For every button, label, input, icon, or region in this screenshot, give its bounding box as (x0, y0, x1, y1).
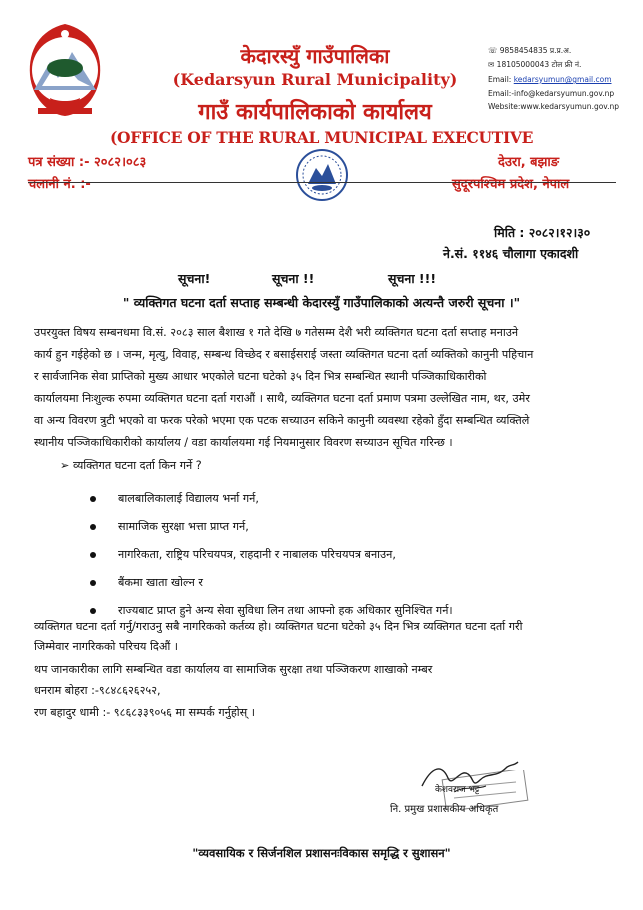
notice-word-3: सूचना !!! (388, 271, 437, 286)
office-location: देउरा, बझाङ (498, 155, 560, 170)
body-line: वा अन्य विवरण त्रुटी भएको वा फरक परेको भएमा एक पटक सच्याउन सकिने कानुनी व्यवस्था रहेको हुँदा सम्बन्धित व्यक्तिले (34, 414, 530, 427)
contact-person-2: रण बहादुर धामी :- ९८६८३३९०५६ मा सम्पर्क गर्नुहोस् । (34, 706, 256, 719)
office-title-en: (OFFICE OF THE RURAL MUNICIPAL EXECUTIVE (110, 128, 534, 147)
list-item: बैंकमा खाता खोल्न र (90, 575, 203, 590)
body-line: स्थानीय पञ्जिकाधिकारीको कार्यालय / वडा कार्यालयमा गई नियमानुसार विवरण सच्याउन सूचित गरिन्छ । (34, 436, 453, 449)
contact-tollfree: ✉ 18105000043 टोल फ्री नं. (488, 60, 582, 69)
office-title-np: गाउँ कार्यपालिकाको कार्यालय (198, 100, 432, 125)
duty-line: व्यक्तिगत घटना दर्ता गर्नु/गराउनु सबै नागरिकको कर्तव्य हो। व्यक्तिगत घटना घटेको ३५ दिन भित्र व्यक्तिगत घटना दर्ता गरी (34, 620, 523, 633)
notice-subject: " व्यक्तिगत घटना दर्ता सप्ताह सम्बन्धी केदारस्युँ गाउँपालिकाको अत्यन्तै जरुरी सूचना ।" (122, 295, 521, 310)
letter-number: पत्र संख्या :- २०८२।०८३ (28, 155, 147, 170)
date-bs: मिति : २०८२।१२।३० (494, 225, 591, 240)
municipality-name-en: (Kedarsyun Rural Municipality) (172, 70, 458, 89)
why-register-heading: ➢ व्यक्तिगत घटना दर्ता किन गर्ने ? (60, 459, 202, 472)
dispatch-number: चलानी नं. :- (28, 177, 91, 192)
header-divider (28, 182, 616, 183)
contact-person-1: धनराम बोहरा :-९८४८६२६२५२, (34, 684, 161, 697)
list-item: राज्यबाट प्राप्त हुने अन्य सेवा सुविधा लिन तथा आफ्नो हक अधिकार सुनिश्चित गर्न। (90, 603, 453, 618)
contact-website: Website:www.kedarsyumun.gov.np (488, 102, 620, 111)
bullet-icon (90, 580, 96, 586)
bullet-icon (90, 496, 96, 502)
phone-icon: ☏ (488, 46, 500, 55)
bullet-icon (90, 552, 96, 558)
municipality-emblem-icon (20, 20, 110, 120)
notice-word-1: सूचना! (178, 271, 211, 286)
contact-phone: ☏ 9858454835 प्र.प्र.अ. (488, 46, 572, 55)
contact-email-primary: Email: kedarsyumun@gmail.com (488, 75, 612, 84)
date-nepal-sambat: ने.सं. ११४६ चौलागा एकादशी (443, 246, 579, 261)
list-item: नागरिकता, राष्ट्रिय परिचयपत्र, राहदानी र नाबालक परिचयपत्र बनाउन, (90, 547, 396, 562)
list-item: सामाजिक सुरक्षा भत्ता प्राप्त गर्न, (90, 519, 249, 534)
office-province: सुदूरपश्चिम प्रदेश, नेपाल (452, 177, 570, 192)
list-item: बालबालिकालाई विद्यालय भर्ना गर्न, (90, 491, 259, 506)
body-line: कार्य हुन गईहेको छ । जन्म, मृत्यु, विवाह, सम्बन्ध विच्छेद र बसाईसराई जस्ता व्यक्तिगत घटना दर्ता व्यक्तिको कानुनी पहिचान (34, 348, 534, 361)
bullet-icon (90, 524, 96, 530)
municipality-name-np: केदारस्युँ गाउँपालिका (240, 44, 390, 68)
bullet-icon (90, 608, 96, 614)
signer-title: नि. प्रमुख प्रशासकीय अधिकृत (390, 804, 499, 815)
signer-name: केशवराज भट्ट (435, 785, 480, 795)
more-info-line: थप जानकारीका लागि सम्बन्धित वडा कार्यालय वा सामाजिक सुरक्षा तथा पञ्जिकरण शाखाको नम्बर (34, 663, 433, 676)
email-link[interactable]: kedarsyumun@gmail.com (513, 75, 612, 84)
body-line: र सार्वजानिक सेवा प्राप्तिको मुख्य आधार भएकोले घटना घटेको ३५ दिन भित्र सम्बन्धित स्थानी पञ्जिकाधिकारीको (34, 370, 487, 383)
footer-motto: "व्यवसायिक र सिर्जनशिल प्रशासनःविकास समृद्धि र सुशासन" (192, 846, 451, 860)
envelope-icon: ✉ (488, 60, 497, 69)
office-seal-icon (294, 146, 350, 204)
arrow-bullet-icon: ➢ (60, 459, 70, 472)
notice-word-2: सूचना !! (272, 271, 315, 286)
contact-email-secondary: Email:-info@kedarsyumun.gov.np (488, 89, 615, 98)
body-line: कार्यालयमा निःशुल्क रुपमा व्यक्तिगत घटना दर्ता गराऔं । साथै, व्यक्तिगत घटना दर्ता प्रमाण पत्रमा उल्लेखित नाम, थर, उमेर (34, 392, 530, 405)
duty-line: जिम्मेवार नागरिकको परिचय दिऔं । (34, 640, 179, 653)
body-line: उपरयुक्त विषय सम्बनधमा वि.सं. २०८३ साल बैशाख १ गते देखि ७ गतेसम्म देशै भरी व्यक्तिगत घटना दर्ता सप्ताह मनाउने (34, 326, 519, 339)
